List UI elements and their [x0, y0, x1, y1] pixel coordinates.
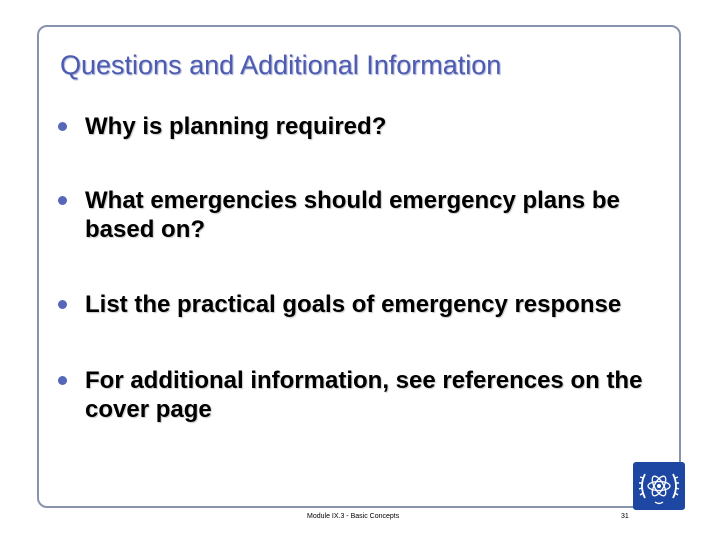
bullet-text: Why is planning required? [85, 113, 387, 140]
bullet-text: What emergencies should emergency plans be based on? [85, 187, 620, 243]
footer-module-text: Module IX.3 - Basic Concepts [307, 513, 400, 520]
bullet-text: For additional information, see references on the cover page [85, 367, 643, 423]
list-item [57, 290, 667, 319]
bullet-dot-icon [58, 122, 67, 131]
slide-title: Questions and Additional Information [60, 50, 502, 80]
bullet-list [57, 112, 667, 424]
bullet-dot-icon [58, 376, 67, 385]
bullet-text: List the practical goals of emergency response [85, 291, 622, 318]
bullet-dot-icon [58, 300, 67, 309]
list-item [57, 366, 667, 424]
list-item [57, 186, 667, 244]
iaea-logo-icon [633, 462, 685, 510]
page-number: 31 [621, 513, 629, 520]
list-item [57, 112, 667, 141]
bullet-dot-icon [58, 196, 67, 205]
